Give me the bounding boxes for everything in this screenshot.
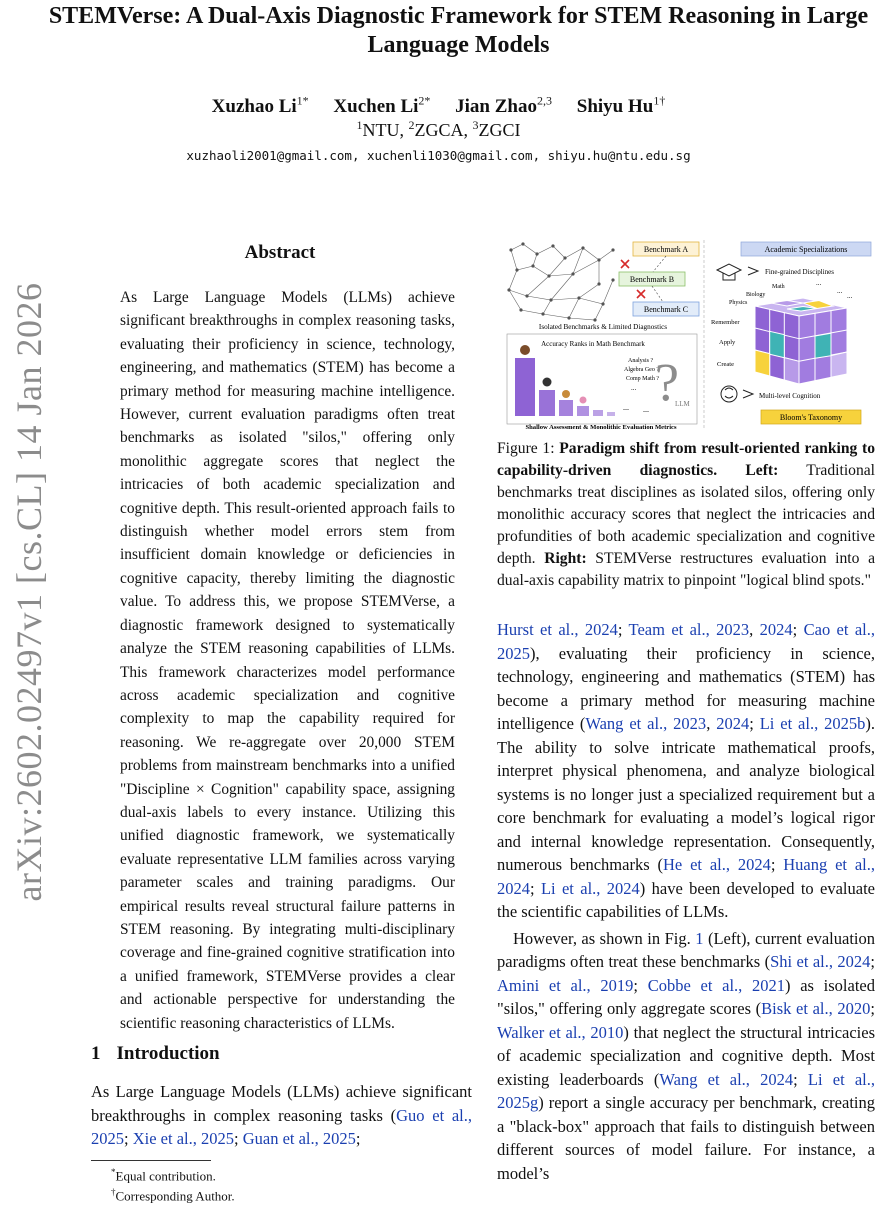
rank-bars: [515, 358, 615, 416]
author-3: Jian Zhao$^{2,3}$: [455, 94, 552, 118]
citation-link[interactable]: Guo et al., 2025: [91, 1105, 473, 1148]
rank-bar-4: [577, 406, 589, 416]
abstract-text: As Large Language Models (LLMs) achieve significant breakthroughs in complex reasoning tasks, evaluating their proficiency in science, technology, engineering, and mathematics (STEM) has become a primary method for measuring machine intelligence. However, current evaluation paradigms often treat benchmarks as isolated "silos," offering only monolithic aggregate scores that neglect the intricacies of both academic specialization and cognitive depth. This result-oriented approach fails to distinguish whether model errors stem from insufficient domain knowledge or deficiencies in cognitive capacity, thereby limiting the diagnostic value. To address this, we propose STEMVerse, a diagnostic framework designed to systematically analyze the STEM reasoning capabilities of LLMs. This framework characterizes model performance across academic specialization and cognitive complexity to map the capability required for reasoning. We re-aggregate over 20,000 STEM problems from mainstream benchmarks into a unified "Discipline × Cognition" capability space, assigning dual-axis labels to every instance. Utilizing this unified diagnostic framework, we systematically evaluate representative LLM families across varying parameter scales and training paradigms. Our empirical results reveal structural failure patterns in STEM reasoning. By integrating multi-disciplinary coverage and fine-grained cognitive stratification into a unified framework, STEMVerse provides a clear and actionable perspective for understanding the scientific reasoning characteristics of LLMs.: [120, 289, 455, 1032]
citation-link[interactable]: Li et al., 2024: [540, 878, 640, 898]
benchmark-a-box: [633, 242, 699, 256]
create-label: Create: [717, 361, 734, 368]
citation-link[interactable]: Wang et al., 2023: [585, 714, 707, 733]
author-list: [0, 94, 877, 118]
rank-bar-3: [559, 400, 573, 416]
graduation-cap-icon: [717, 264, 741, 280]
accuracy-ranks-label: Accuracy Ranks in Math Benchmark: [541, 340, 645, 348]
dots-6: ...: [847, 292, 853, 300]
citation-link[interactable]: Amini et al., 2019: [497, 975, 634, 995]
citation-link[interactable]: Cao et al., 2025: [497, 620, 876, 663]
brain-icon: [721, 386, 737, 402]
physics-label: Physics: [729, 300, 748, 306]
svg-text:Benchmark A: Benchmark A: [643, 245, 689, 254]
paragraph: However, as shown in Fig. 1 (Left), current evaluation paradigms often treat these benchmarks (Shi et al., 2024; Amini et al., 2019; Cobbe et al., 2021) as isolated "silos," offering only aggregate scores (Bisk et al., 2020; Walker et al., 2010) that neglect the structural intricacies of academic specialization and cognitive depth. Most existing leaderboards (Wang et al., 2024; Li et al., 2025g) report a single accuracy per benchmark, creating a "black-box" approach that fails to distinguish between different sources of model failure. For instance, a model’s: [497, 928, 876, 1183]
intro-paragraph: As Large Language Models (LLMs) achieve significant breakthroughs in complex reasoning tasks (Guo et al., 2025; Xie et al., 2025; Guan et al., 2025;: [91, 1082, 473, 1148]
paragraph: Hurst et al., 2024; Team et al., 2023, 2024; Cao et al., 2025), evaluating their proficiency in science, technology, engineering and mathematics (STEM) has become a primary method for measuring machine intelligence (Wang et al., 2023, 2024; Li et al., 2025b). The ability to solve intricate mathematical proofs, interpret physical phenomena, and analyze biological systems is no longer just a specialized requirement but a core benchmark for evaluating a model’s logical rigor and internal knowledge representation. Consequently, numerous benchmarks (He et al., 2024; Huang et al., 2024; Li et al., 2024) have been developed to evaluate the scientific capabilities of LLMs.: [497, 620, 876, 921]
dots-5: ...: [837, 287, 843, 295]
footnote-corresponding: †Corresponding Author.: [111, 1187, 235, 1204]
llm-label: LLM: [675, 400, 690, 408]
citation-link[interactable]: He et al., 2024: [662, 855, 771, 874]
benchmark-c-box: [633, 302, 699, 316]
algebra-q: Algebra Geo ?: [624, 367, 659, 373]
benchmark-b-box: [619, 272, 685, 286]
citation-link[interactable]: 2024: [759, 620, 793, 639]
comp-q: Comp Math ?: [626, 376, 659, 382]
citation-link[interactable]: Bisk et al., 2020: [761, 999, 871, 1018]
citation-link[interactable]: Xie et al., 2025: [132, 1129, 234, 1148]
citation-link[interactable]: 2024: [716, 714, 750, 733]
isolated-label: Isolated Benchmarks & Limited Diagnostics: [538, 323, 668, 331]
academic-label: Academic Specializations: [764, 245, 848, 254]
arrow-icon: [743, 390, 753, 398]
citation-link[interactable]: Shi et al., 2024: [770, 952, 871, 971]
rank-bar-5: [593, 410, 603, 416]
math-label: Math: [772, 284, 785, 290]
footnote-rule: [91, 1160, 211, 1161]
citation-link[interactable]: Walker et al., 2010: [497, 1022, 624, 1042]
affiliations: $^1$NTU, $^2$ZGCA, $^3$ZGCI: [356, 118, 521, 140]
footnotes: [111, 1164, 235, 1205]
citation-link[interactable]: Guan et al., 2025: [242, 1129, 356, 1148]
svg-text:Benchmark B: Benchmark B: [629, 275, 675, 284]
dots-2: ...: [623, 403, 629, 412]
dots-4: ...: [816, 279, 822, 287]
figure-ref-link[interactable]: 1: [695, 928, 704, 948]
section-heading-introduction: 1 Introduction: [91, 1043, 220, 1064]
citation-link[interactable]: Li et al., 2025b: [759, 714, 866, 733]
abstract-heading: Abstract: [244, 242, 316, 263]
footnote-equal: *Equal contribution.: [111, 1167, 216, 1184]
rank-bar-6: [607, 412, 615, 416]
network-doodle: [509, 244, 613, 320]
question-mark-icon: ?: [655, 352, 679, 412]
fine-grained-label: Fine-grained Disciplines: [765, 268, 835, 276]
citation-link[interactable]: Team et al., 2023: [628, 620, 750, 639]
capability-cube: [755, 298, 847, 384]
blooms-label: Bloom's Taxonomy: [779, 413, 843, 422]
arrow-icon: [748, 267, 758, 275]
rank-bar-1: [515, 358, 535, 416]
dots-1: ...: [631, 384, 637, 392]
citation-link[interactable]: Cobbe et al., 2021: [647, 975, 785, 995]
author-emails: xuzhaoli2001@gmail.com, xuchenli1030@gmail.com, shiyu.hu@ntu.edu.sg: [186, 148, 691, 163]
author-2: Xuchen $Li^{2*}$: [333, 94, 431, 118]
author-4: Shiyu $Hu^{1\dagger}$: [576, 94, 666, 118]
intro-continued: [497, 618, 875, 1185]
citation-link[interactable]: Li et al., 2025g: [497, 1069, 875, 1112]
citation-link[interactable]: Wang et al., 2024: [659, 1069, 794, 1089]
figure-caption: Figure 1: Paradigm shift from result-oriented ranking to capability-driven diagnostics. Left: Traditional benchmarks treat disciplines as isolated silos, offering only monolithic accuracy scores that neglect the intricacies and profundities of both academic specialization and cognitive depth. Right: STEMVerse restructures evaluation into a dual-axis capability matrix to pinpoint "logical blind spots.": [497, 440, 876, 589]
shallow-label: Shallow Assessment & Monolithic Evaluation Metrics: [525, 424, 677, 430]
dots-3: ...: [643, 405, 649, 414]
arxiv-watermark: arXiv:2602.02497v1 [cs.CL] 14 Jan 2026: [9, 282, 49, 902]
figure-1: [503, 240, 873, 430]
author-1: Xuzhao $Li^{1*}$: [211, 94, 309, 118]
multi-level-label: Multi-level Cognition: [759, 392, 821, 400]
apply-label: Apply: [719, 339, 736, 346]
rank-bar-2: [539, 390, 555, 416]
analysis-q: Analysis ?: [628, 358, 654, 364]
svg-text:Benchmark C: Benchmark C: [643, 305, 689, 314]
biology-label: Biology: [746, 292, 766, 298]
citation-link[interactable]: Hurst et al., 2024: [497, 620, 618, 639]
paper-title: STEMVerse: A Dual-Axis Diagnostic Framework for STEM Reasoning in Large Language Models: [48, 3, 869, 58]
remember-label: Remember: [711, 319, 740, 326]
citation-link[interactable]: Huang et al., 2024: [497, 855, 876, 898]
